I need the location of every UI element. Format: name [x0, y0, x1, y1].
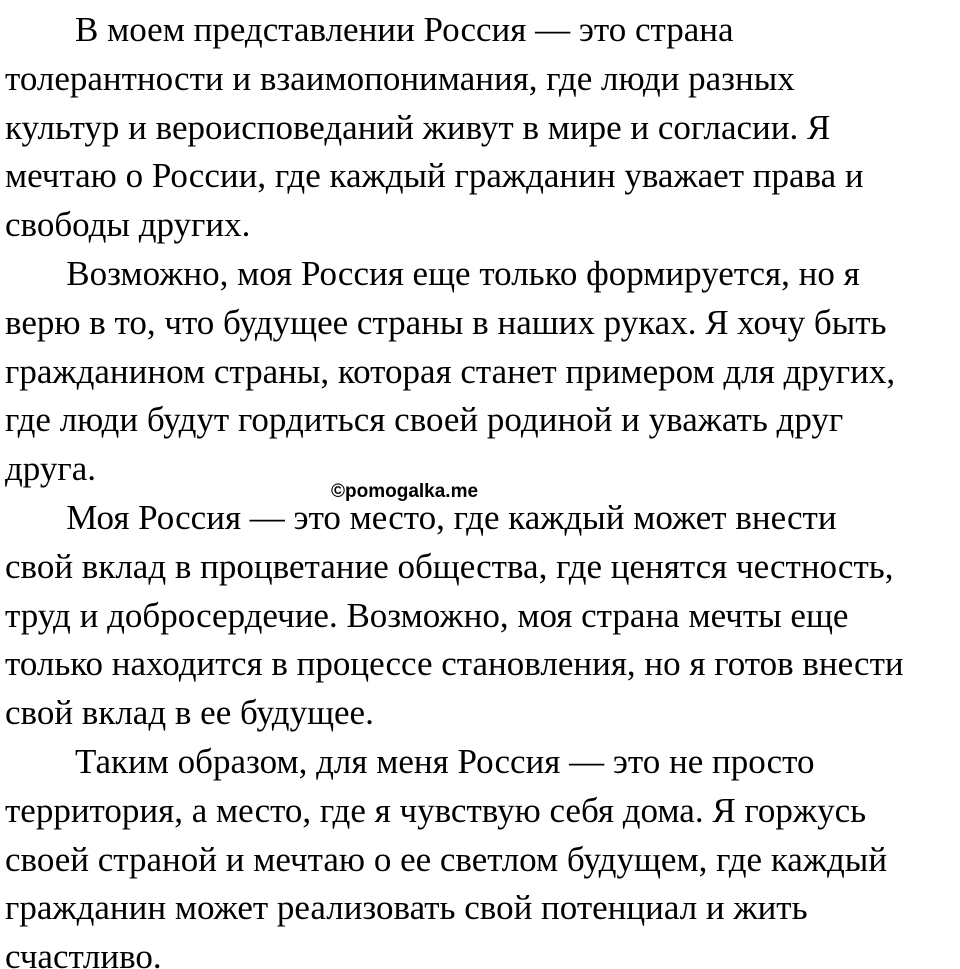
- text-line: труд и добросердечие. Возможно, моя страна мечты еще: [5, 595, 849, 635]
- text-line: друга.: [5, 449, 96, 489]
- text-line: толерантности и взаимопонимания, где люди разных: [5, 58, 795, 98]
- text-line: свой вклад в процветание общества, где ценятся честность,: [5, 546, 894, 586]
- text-line: где люди будут гордиться своей родиной и уважать друг: [5, 400, 844, 440]
- text-line: счастливо.: [5, 937, 162, 969]
- document-page: [5, 0, 955, 969]
- text-line: Моя Россия — это место, где каждый может внести: [5, 497, 837, 537]
- text-line: культур и вероисповеданий живут в мире и согласии. Я: [5, 107, 831, 147]
- text-line: гражданином страны, которая станет примером для других,: [5, 351, 896, 391]
- text-line: верю в то, что будущее страны в наших руках. Я хочу быть: [5, 302, 887, 342]
- text-line: гражданин может реализовать свой потенциал и жить: [5, 888, 808, 928]
- text-line: мечтаю о России, где каждый гражданин уважает права и: [5, 156, 864, 196]
- text-line: свободы других.: [5, 205, 251, 245]
- essay-text: [5, 0, 955, 969]
- text-line: только находится в процессе становления, но я готов внести: [5, 644, 904, 684]
- text-line: свой вклад в ее будущее.: [5, 693, 374, 733]
- text-line: своей страной и мечтаю о ее светлом будущем, где каждый: [5, 839, 888, 879]
- text-line: Таким образом, для меня Россия — это не просто: [5, 741, 815, 781]
- watermark: ©pomogalka.me: [331, 481, 479, 502]
- text-line: В моем представлении Россия — это страна: [5, 10, 734, 49]
- text-line: территория, а место, где я чувствую себя дома. Я горжусь: [5, 790, 867, 830]
- text-line: Возможно, моя Россия еще только формируется, но я: [5, 253, 860, 293]
